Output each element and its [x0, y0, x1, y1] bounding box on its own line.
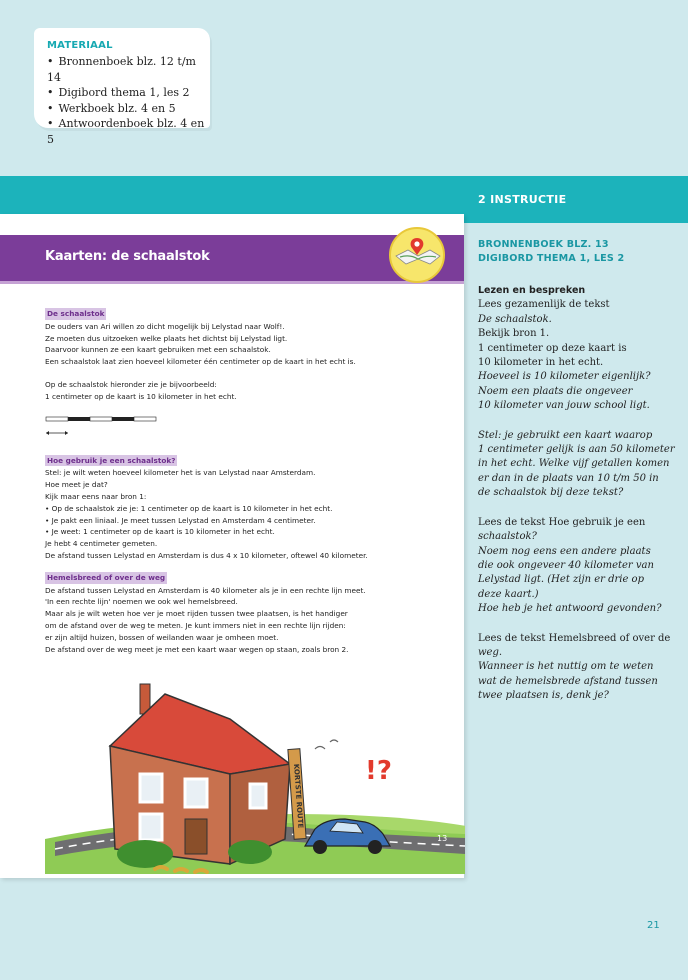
scale-bar-graphic [45, 407, 215, 441]
materials-list [34, 54, 210, 147]
instruction-block [478, 298, 678, 413]
text-line: Daarvoor kunnen ze een kaart gebruiken met een schaalstok. [45, 345, 271, 355]
instruction-line: wat de hemelsbrede afstand tussen [478, 675, 658, 687]
instruction-line: De schaalstok. [478, 313, 552, 325]
instruction-line: 10 kilometer van jouw school ligt. [478, 400, 650, 412]
instruction-line: 10 kilometer in het echt. [478, 357, 604, 369]
materials-item: • Werkboek blz. 4 en 5 [47, 101, 210, 117]
text-line: • Je weet: 1 centimeter op de kaart is 10 kilometer in het echt. [45, 527, 275, 537]
scale-bar [45, 407, 445, 447]
text-line: De ouders van Ari willen zo dicht mogelijk bij Lelystad naar Wolf!. [45, 321, 285, 331]
section-heading: Hoe gebruik je een schaalstok? [47, 455, 176, 465]
instruction-line: twee plaatsen is, denk je? [478, 690, 609, 702]
text-line: Een schaalstok laat zien hoeveel kilometer één centimeter op de kaart in het echt is. [45, 357, 356, 367]
instruction-line: Lees gezamenlijk de tekst [478, 299, 610, 311]
instruction-line: Lees de tekst Hemelsbreed of over de [478, 632, 671, 644]
instruction-line: schaalstok? [478, 531, 537, 543]
text-line: Stel: je wilt weten hoeveel kilometer het is van Lelystad naar Amsterdam. [45, 468, 316, 478]
book-page-number: 13 [437, 834, 448, 843]
instruction-column [478, 238, 678, 704]
instruction-line: Hoe heb je het antwoord gevonden? [478, 603, 662, 615]
instruction-line: Bekijk bron 1. [478, 328, 550, 340]
text-line: • Je pakt een liniaal. Je meet tussen Lelystad en Amsterdam 4 centimeter. [45, 515, 316, 525]
instruction-line: in het echt. Welke vijf getallen komen [478, 458, 670, 470]
reference-line: BRONNENBOEK BLZ. 13 [478, 239, 609, 250]
instruction-line: die ook ongeveer 40 kilometer van [478, 559, 654, 571]
instruction-line: Hoeveel is 10 kilometer eigenlijk? [478, 371, 651, 383]
instruction-line: deze kaart.) [478, 588, 539, 600]
map-pin-icon [388, 226, 446, 284]
reference-line: DIGIBORD THEMA 1, LES 2 [478, 253, 625, 264]
text-line: Je hebt 4 centimeter gemeten. [45, 539, 158, 549]
text-line: De afstand tussen Lelystad en Amsterdam is dus 4 x 10 kilometer, oftewel 40 kilometer. [45, 550, 368, 560]
instruction-line: weg. [478, 646, 503, 658]
instruction-line: Lees de tekst Hoe gebruik je een [478, 516, 646, 528]
materials-item: • Bronnenboek blz. 12 t/m 14 [47, 54, 210, 85]
text-line: Ze moeten dus uitzoeken welke plaats het dichtst bij Lelystad ligt. [45, 333, 288, 343]
text-line: Hoe meet je dat? [45, 480, 108, 490]
text-line: 1 centimeter op de kaart is 10 kilometer in het echt. [45, 391, 237, 401]
instruction-subheading: Lezen en bespreken [478, 285, 586, 296]
instruction-block [478, 632, 678, 704]
page-content [45, 308, 445, 655]
text-line: Op de schaalstok hieronder zie je bijvoorbeeld: [45, 379, 217, 389]
text-line: De afstand over de weg meet je met een kaart waar wegen op staan, zoals bron 2. [45, 644, 349, 654]
text-line: • Op de schaalstok zie je: 1 centimeter op de kaart is 10 kilometer in het echt. [45, 503, 333, 513]
text-line: De afstand tussen Lelystad en Amsterdam is 40 kilometer als je in een rechte lijn meet. [45, 585, 366, 595]
page-number: 21 [647, 920, 660, 931]
text-line: Kijk maar eens naar bron 1: [45, 491, 147, 501]
instruction-line: Wanneer is het nuttig om te weten [478, 661, 654, 673]
materials-box [34, 28, 210, 146]
instruction-line: 1 centimeter gelijk is aan 50 kilometer [478, 444, 675, 456]
materials-item: • Digibord thema 1, les 2 [47, 85, 210, 101]
instruction-block [478, 429, 678, 501]
section-heading: De schaalstok [47, 309, 105, 318]
instruction-line: er dan in de plaats van 10 t/m 50 in [478, 472, 659, 484]
text-line: om de afstand over de weg te meten. Je kunt immers niet in een rechte lijn rijden: [45, 620, 346, 630]
exclamation-text: !? [365, 756, 392, 786]
instruction-block [478, 516, 678, 617]
book-page [0, 214, 464, 878]
section-heading: Hemelsbreed of over de weg [47, 572, 166, 582]
text-line: er zijn altijd huizen, bossen of weilanden waar je omheen moet. [45, 632, 279, 642]
chapter-title: Kaarten: de schaalstok [45, 249, 210, 264]
instruction-line: Noem een plaats die ongeveer [478, 385, 633, 397]
text-line: 'In een rechte lijn' noemen we ook wel hemelsbreed. [45, 597, 238, 607]
house-car-illustration [45, 664, 465, 874]
materials-item: • Antwoordenboek blz. 4 en 5 [47, 116, 210, 147]
route-sign-text: KORTSTE ROUTE [292, 763, 305, 829]
text-line: Maar als je wilt weten hoe ver je moet rijden tussen twee plaatsen, is het handiger [45, 609, 348, 619]
instruction-line: Stel: je gebruikt een kaart waarop [478, 429, 653, 441]
instruction-line: Noem nog eens een andere plaats [478, 545, 651, 557]
instruction-line: Lelystad ligt. (Het zijn er drie op [478, 574, 644, 586]
instruction-line: 1 centimeter op deze kaart is [478, 342, 627, 354]
materials-heading: MATERIAAL [47, 40, 113, 51]
section-title: 2 INSTRUCTIE [478, 193, 567, 206]
instruction-line: de schaalstok bij deze tekst? [478, 487, 624, 499]
